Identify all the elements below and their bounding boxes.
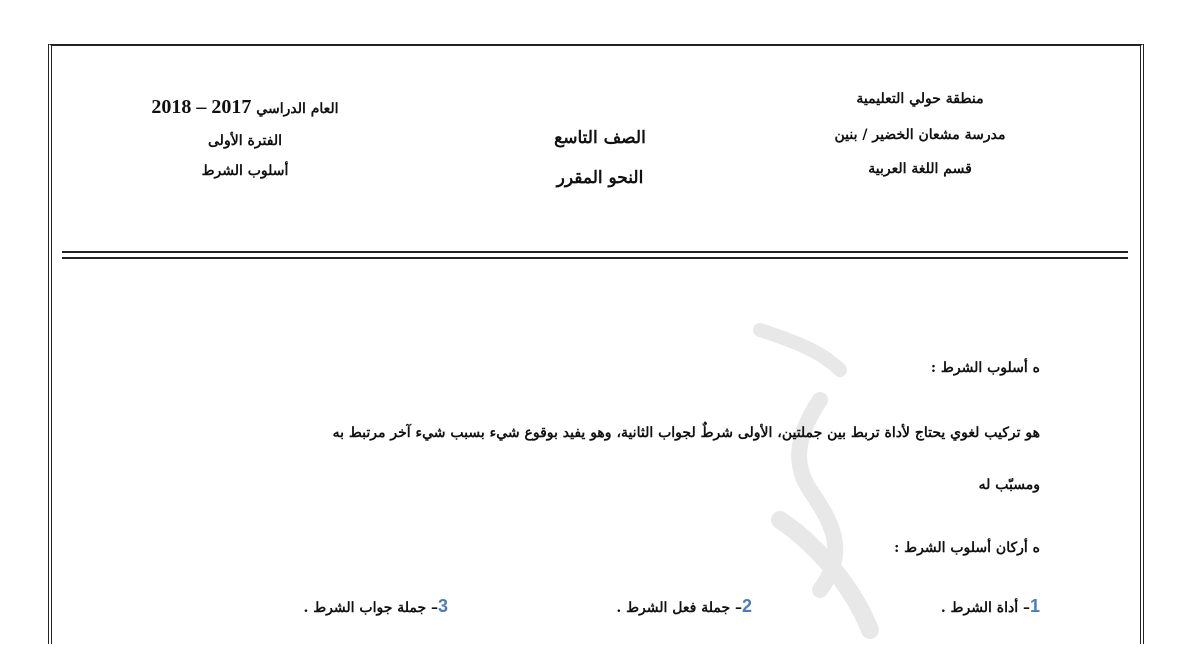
term-label: الفترة الأولى bbox=[208, 133, 282, 149]
definition-line-1: هو تركيب لغوي يحتاج لأداة تربط بين جملتين، الأولى شرطٌ لجواب الثانية، وهو يفيد بوقوع شيء بسبب شيء آخر مرتبط به bbox=[332, 425, 1040, 441]
year-label: العام الدراسي bbox=[256, 101, 339, 117]
grade-title: الصف التاسع bbox=[554, 128, 646, 148]
header-left bbox=[130, 96, 360, 179]
header-divider-top bbox=[62, 251, 1128, 253]
item-text: – أداة الشرط . bbox=[940, 600, 1030, 616]
topic-label: أسلوب الشرط bbox=[201, 163, 289, 179]
academic-year bbox=[130, 96, 360, 119]
list-item bbox=[616, 596, 752, 617]
department-name: قسم اللغة العربية bbox=[868, 161, 972, 177]
item-text: – جملة فعل الشرط . bbox=[616, 600, 742, 616]
definition-line-2: ومسبّب له bbox=[978, 477, 1040, 493]
item-number: 1 bbox=[1029, 596, 1040, 616]
list-item bbox=[303, 596, 448, 617]
district-name: منطقة حولي التعليمية bbox=[856, 91, 984, 107]
school-name: مدرسة مشعان الخضير / بنين bbox=[834, 127, 1006, 143]
item-number: 3 bbox=[437, 596, 448, 616]
subject-title: النحو المقرر bbox=[556, 168, 644, 188]
section-title-style: ه أسلوب الشرط : bbox=[930, 360, 1040, 376]
item-number: 2 bbox=[741, 596, 752, 616]
header-divider-bottom bbox=[62, 257, 1128, 259]
header-right bbox=[790, 91, 1050, 177]
section-title-pillars: ه أركان أسلوب الشرط : bbox=[894, 540, 1040, 556]
year-value: 2017 – 2018 bbox=[151, 96, 252, 118]
item-text: – جملة جواب الشرط . bbox=[303, 600, 438, 616]
list-item bbox=[941, 596, 1040, 617]
header-center bbox=[500, 128, 700, 188]
